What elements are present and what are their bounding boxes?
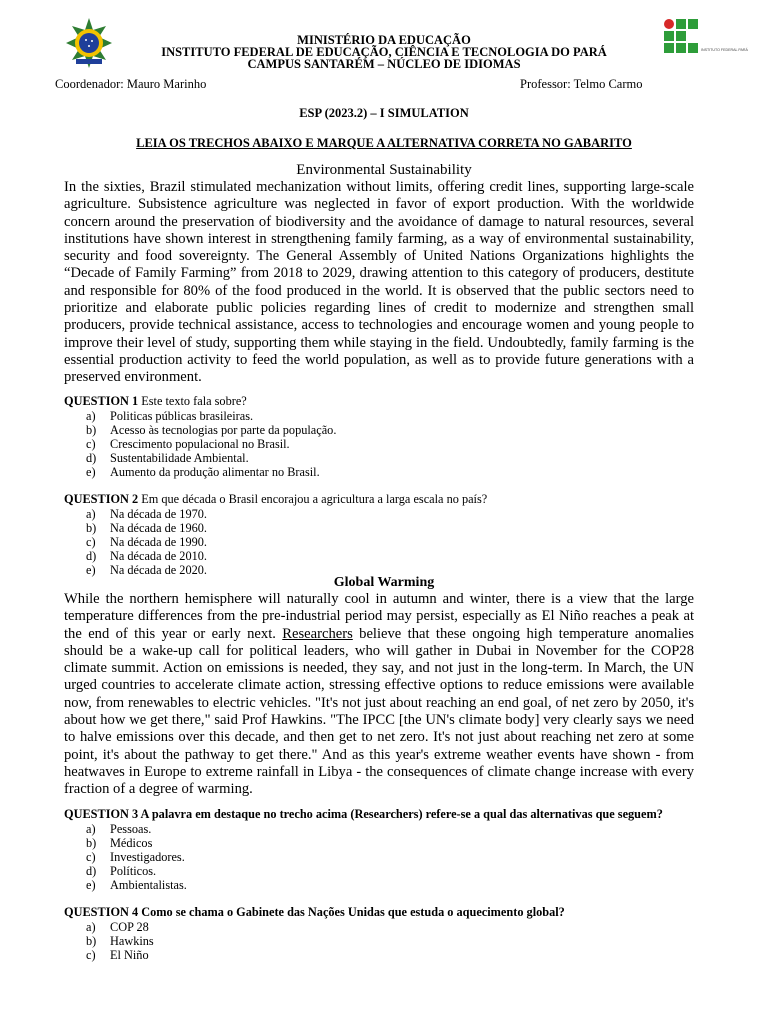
- question-4-option[interactable]: c) El Niño: [86, 947, 149, 962]
- question-4-label: QUESTION 4: [64, 905, 139, 919]
- question-1-option[interactable]: a) Politicas públicas brasileiras.: [86, 408, 254, 423]
- question-1-text: Este texto fala sobre?: [138, 394, 247, 408]
- question-3-option[interactable]: e) Ambientalistas.: [86, 877, 187, 892]
- passage2-title: Global Warming: [333, 575, 435, 590]
- question-4: [64, 906, 704, 963]
- question-3-label: QUESTION 3: [64, 807, 139, 821]
- question-1-option[interactable]: d) Sustentabilidade Ambiental.: [86, 450, 249, 465]
- question-2-option[interactable]: a) Na década de 1970.: [86, 506, 207, 521]
- highlighted-word: Researchers: [282, 625, 353, 642]
- passage2-text: While the northern hemisphere will naturally cool in autumn and winter, there is a view that the large temperature differences from the pre-industrial period may persist, especially as El Niño reaches a peak at the end of this year or early next. Researchers believe that these ongoing high temperature anomalies should be a wake-up call for political leaders, who will gather in Dubai in November for the COP28 climate summit. Action on emissions is needed, they say, and not just in the long-term. In March, the UN urged countries to accelerate climate action, stressing effective options to reduce emissions were available now, from renewables to electric vehicles. "It's not just about reaching an end goal, of net zero by 2050, it's about how we get there," said Prof Hawkins. "The IPCC [the UN's climate body] very clearly says we need to halve emissions over this decade, and then get to net zero. It's not just about reaching net zero at some point, it's about the pathway to get there." And as this year's extreme weather events have shown - from heatwaves in Europe to extreme rainfall in Libya - the consequences of climate change increase with every fraction of a degree of warming.: [64, 591, 694, 798]
- exam-title: ESP (2023.2) – I SIMULATION: [299, 106, 469, 120]
- question-3-text: A palavra em destaque no trecho acima (Researchers) refere-se a qual das alternativas que seguem?: [138, 807, 663, 821]
- question-4-text: Como se chama o Gabinete das Nações Unidas que estuda o aquecimento global?: [138, 905, 565, 919]
- question-3-option[interactable]: d) Políticos.: [86, 863, 157, 878]
- question-3-option[interactable]: b) Médicos: [86, 835, 153, 850]
- question-2-option[interactable]: b) Na década de 1960.: [86, 520, 207, 535]
- exam-instruction: LEIA OS TRECHOS ABAIXO E MARQUE A ALTERNATIVA CORRETA NO GABARITO: [136, 136, 632, 150]
- campus-name: CAMPUS SANTARÉM – NÚCLEO DE IDIOMAS: [247, 57, 521, 71]
- question-1-option[interactable]: c) Crescimento populacional no Brasil.: [86, 436, 290, 451]
- question-3-option[interactable]: c) Investigadores.: [86, 849, 185, 864]
- question-1-option[interactable]: e) Aumento da produção alimentar no Brasil.: [86, 464, 320, 479]
- question-1-label: QUESTION 1: [64, 394, 139, 408]
- passage1-title: Environmental Sustainability: [296, 162, 472, 178]
- professor-name: Professor: Telmo Carmo: [520, 77, 643, 91]
- question-4-option[interactable]: b) Hawkins: [86, 933, 154, 948]
- question-2-label: QUESTION 2: [64, 492, 139, 506]
- institute-name: INSTITUTO FEDERAL DE EDUCAÇÃO, CIÊNCIA E TECNOLOGIA DO PARÁ: [161, 45, 607, 59]
- question-3: [64, 808, 704, 892]
- question-2-option[interactable]: d) Na década de 2010.: [86, 548, 207, 563]
- question-2-option[interactable]: c) Na década de 1990.: [86, 534, 207, 549]
- question-1: [64, 395, 704, 479]
- question-2: [64, 493, 704, 577]
- question-2-text: Em que década o Brasil encorajou a agricultura a larga escala no país?: [138, 492, 488, 506]
- passage1-text: In the sixties, Brazil stimulated mechanization without limits, offering credit lines, supporting large-scale agriculture. Subsistence agriculture was neglected in favor of export production. With the worldwide concern around the preservation of biodiversity and the avoidance of damage to natural resources, several institutions have shown interest in strengthening family farming, as a way of environmental sustainability, security and food sovereignty. The General Assembly of United Nations Organizations highlights the “Decade of Family Farming” from 2018 to 2029, drawing attention to this category of producers, destitute and responsible for 80% of the food produced in the world. It is observed that the public sectors need to prioritize and elaborate public policies regarding lines of credit to modernize and strengthen small producers, provide technical assistance, access to technologies and encourage women and young people to improve their level of study, supporting them while staying in the field. Undoubtedly, family farming is the essential production activity to feed the world population, as well as to provide future generations with a preserved environment.: [64, 179, 694, 386]
- ifpa-logo-text: INSTITUTO FEDERAL PARÁ: [701, 48, 748, 52]
- document-header: [0, 34, 768, 70]
- ministry-name: MINISTÉRIO DA EDUCAÇÃO: [297, 33, 471, 47]
- question-2-option[interactable]: e) Na década de 2020.: [86, 562, 207, 577]
- coordinator-name: Coordenador: Mauro Marinho: [55, 77, 207, 91]
- question-4-option[interactable]: a) COP 28: [86, 919, 149, 934]
- question-1-option[interactable]: b) Acesso às tecnologias por parte da população.: [86, 422, 337, 437]
- question-3-option[interactable]: a) Pessoas.: [86, 821, 152, 836]
